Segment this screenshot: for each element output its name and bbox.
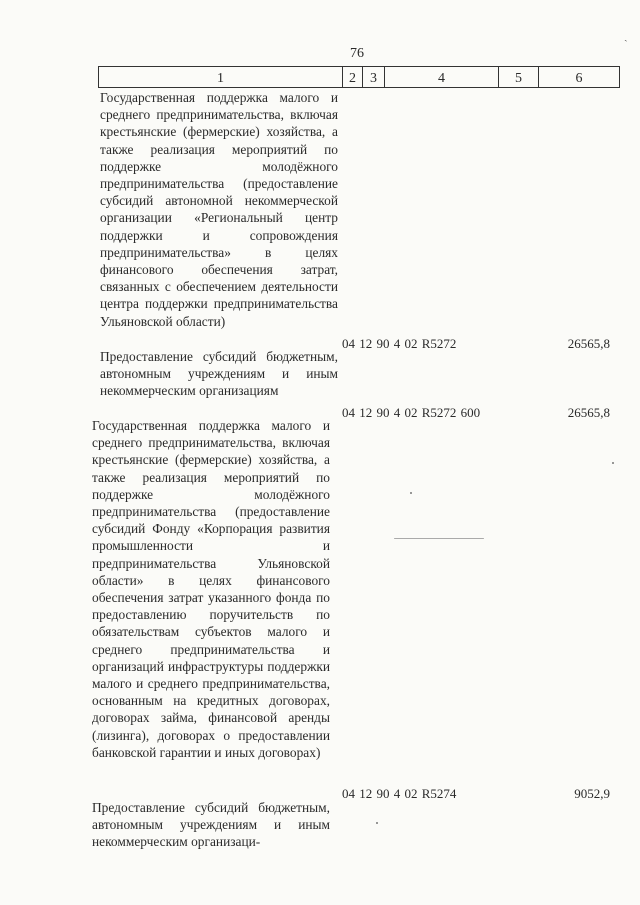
header-col-5: 5 bbox=[499, 67, 539, 87]
entry-description: Предоставление субсидий бюджетным, автономным учреждениям и иным некоммерческим организаци- bbox=[92, 800, 330, 850]
scan-speck bbox=[410, 492, 412, 494]
entry-codes: 04 12 90 4 02 R5272 bbox=[342, 336, 457, 351]
header-col-4: 4 bbox=[385, 67, 499, 87]
entry-codes: 04 12 90 4 02 R5274 bbox=[342, 786, 457, 801]
scan-edge-mark: ˎ bbox=[624, 30, 628, 42]
entry-description: Государственная поддержка малого и среднего предпринимательства, включая крестьянские (фермерские) хозяйства, а также реализация мероприятий по поддержке молодёжного предпринимательства (предоставление субсидий автономной некоммерческой организации «Региональный центр поддержки и сопровождения предпринимательства» в целях финансового обеспечения затрат, связанных с обеспечением деятельности центра поддержки предпринимательства Ульяновской области) bbox=[100, 90, 338, 329]
entry-description: Государственная поддержка малого и среднего предпринимательства, включая крестьянские (фермерские) хозяйства, а также реализация мероприятий по поддержке молодёжного предпринимательства (предоставление субсидий Фонду «Корпорация развития промышленности и предпринимательства Ульяновской области» в целях финансового обеспечения затрат указанного фонда по предоставлению поручительств по обязательствам субъектов малого и среднего предпринимательства и организаций инфраструктуры поддержки малого и среднего предпринимательства, основанным на кредитных договорах, договорах займа, финансовой аренды (лизинга), договорах о предоставлении банковской гарантии и иных договорах) bbox=[92, 418, 330, 760]
entry-description: Предоставление субсидий бюджетным, автономным учреждениям и иным некоммерческим организациям bbox=[100, 349, 338, 399]
header-col-2: 2 bbox=[343, 67, 363, 87]
scan-artifact-line bbox=[394, 538, 484, 539]
header-col-6: 6 bbox=[575, 71, 583, 86]
scan-speck bbox=[612, 462, 614, 464]
entry-amount: 26565,8 bbox=[567, 336, 610, 351]
header-col-1: 1 bbox=[99, 67, 343, 87]
entry-amount: 26565,8 bbox=[567, 405, 610, 420]
table-header-row bbox=[98, 66, 620, 88]
entry-amount: 9052,9 bbox=[574, 786, 610, 801]
scan-speck bbox=[376, 822, 378, 824]
entry-codes: 04 12 90 4 02 R5272 600 bbox=[342, 405, 481, 420]
page-number: 76 bbox=[350, 46, 364, 61]
header-col-3: 3 bbox=[363, 67, 385, 87]
